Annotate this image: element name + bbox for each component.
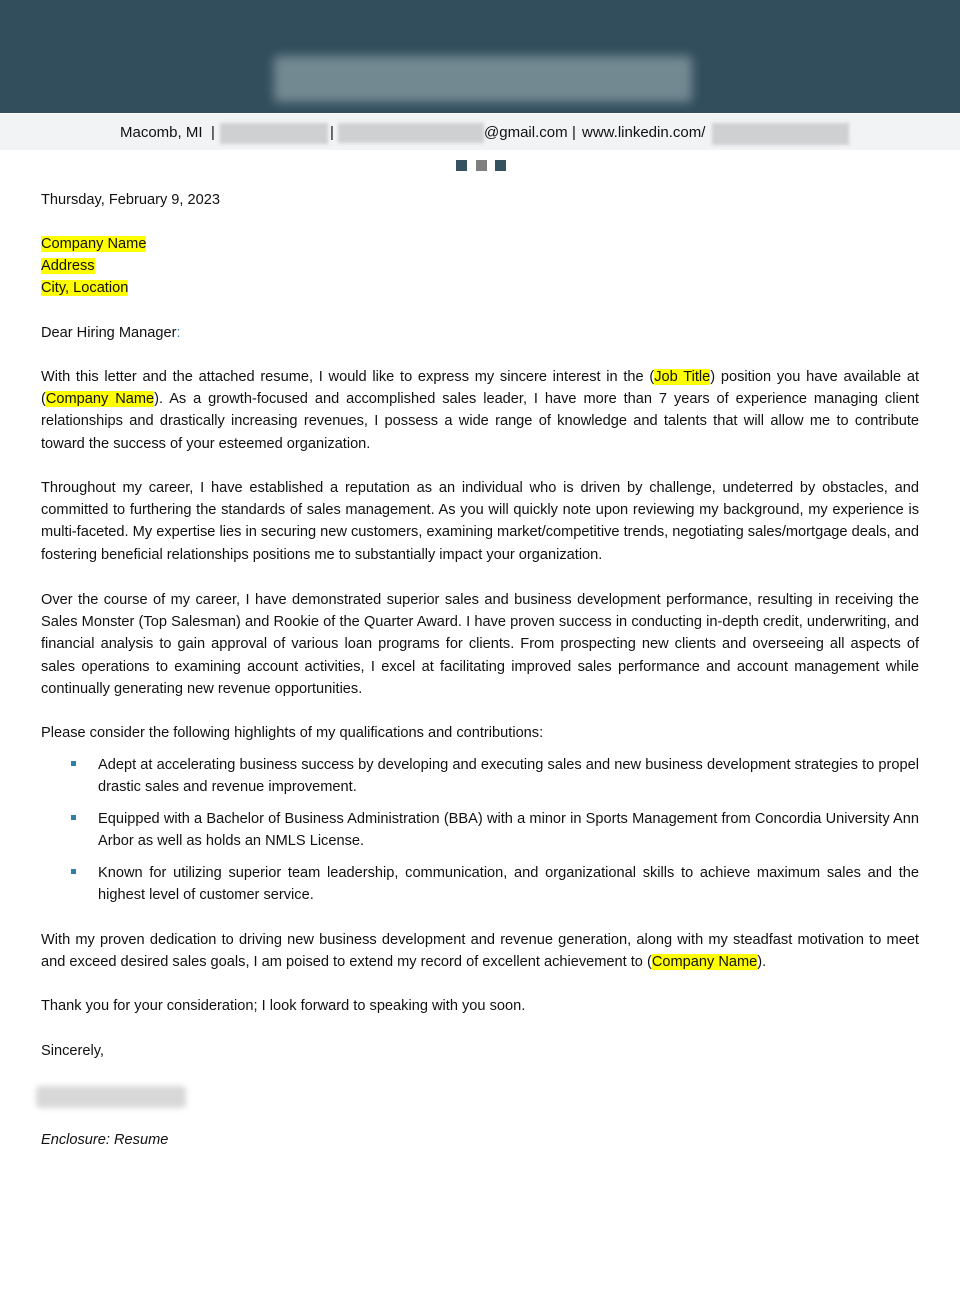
linkedin-handle-redacted [712,123,849,145]
company-name-placeholder: Company Name [45,391,155,408]
recipient-company: Company Name [41,236,147,252]
email-user-redacted [338,123,484,143]
signature-redacted [36,1086,186,1108]
recipient-block [41,233,919,300]
square-bullet-icon [71,815,76,820]
company-name-placeholder: Company Name [651,954,758,971]
contact-linkedin: www.linkedin.com/ [582,124,706,141]
square-bullet-icon [71,869,76,874]
highlight-text: Known for utilizing superior team leadership, communication, and organizational skills to achieve maximum sales and the highest level of customer service. [98,865,919,904]
square-bullet-icon [71,761,76,766]
salutation [41,322,919,344]
letter-date: Thursday, February 9, 2023 [41,192,221,208]
thanks-line: Thank you for your consideration; I look forward to speaking with you soon. [41,998,526,1014]
applicant-name-redacted [274,56,692,102]
salutation-text: Dear Hiring Manager [41,325,177,341]
paragraph-text: ) position you have available at ( [41,369,920,408]
recipient-city: City, Location [41,280,129,297]
contact-separator: | [330,124,334,141]
header-banner [0,0,960,113]
divider-dot [476,160,487,171]
highlight-text: Adept at accelerating business success by developing and executing sales and new business development strategies to propel drastic sales and revenue improvement. [98,757,919,796]
enclosure-note: Enclosure: Resume [41,1132,169,1148]
contact-separator: | [572,124,576,141]
divider-dot [456,160,467,171]
paragraph-intro [41,366,919,455]
contact-separator: | [211,124,215,141]
divider-dot [495,160,506,171]
paragraph-text: ). [757,954,767,971]
recipient-address: Address [41,258,95,275]
contact-email-suffix: @gmail.com [484,124,568,141]
paragraph-closing [41,929,919,973]
salutation-colon: : [176,325,181,341]
paragraph-text: ). As a growth-focused and accomplished sales leader, I have more than 7 years of experience managing client relationships and drastically increasing revenues, I possess a wide range of knowledge and talents that will allow me to contribute toward the success of your esteemed organization. [41,391,919,452]
paragraph-text: With this letter and the attached resume, I would like to express my sincere interest in the ( [41,369,655,385]
contact-bar [0,114,960,150]
signoff: Sincerely, [41,1043,104,1059]
phone-redacted [220,123,328,144]
job-title-placeholder: Job Title [654,369,711,385]
paragraph-reputation: Throughout my career, I have established a reputation as an individual who is driven by challenge, undeterred by obstacles, and committed to furthering the standards of sales management. As you will quickly note upon reviewing my background, my experience is multi-faceted. My expertise lies in securing new customers, examining market/competitive trends, negotiating sales/mortgage deals, and fostering beneficial relationships positions me to substantially impact your organization. [41,480,919,563]
highlight-text: Equipped with a Bachelor of Business Administration (BBA) with a minor in Sports Management from Concordia University Ann Arbor as well as holds an NMLS License. [98,811,919,850]
highlights-intro: Please consider the following highlights of my qualifications and contributions: [41,725,544,741]
paragraph-text: With my proven dedication to driving new business development and revenue generation, along with my steadfast motivation to meet and exceed desired sales goals, I am poised to extend my record of excellent achievement to ( [41,932,919,971]
paragraph-achievements: Over the course of my career, I have demonstrated superior sales and business development performance, resulting in receiving the Sales Monster (Top Salesman) and Rookie of the Quarter Award. I have proven success in conducting in-depth credit, underwriting, and financial analysis to gain approval of various loan programs for clients. From prospecting new clients and overseeing all aspects of sales operations to examining account activities, I excel at facilitating improved sales performance and account management while continually generating new revenue opportunities. [41,592,919,697]
contact-location: Macomb, MI [120,124,203,141]
